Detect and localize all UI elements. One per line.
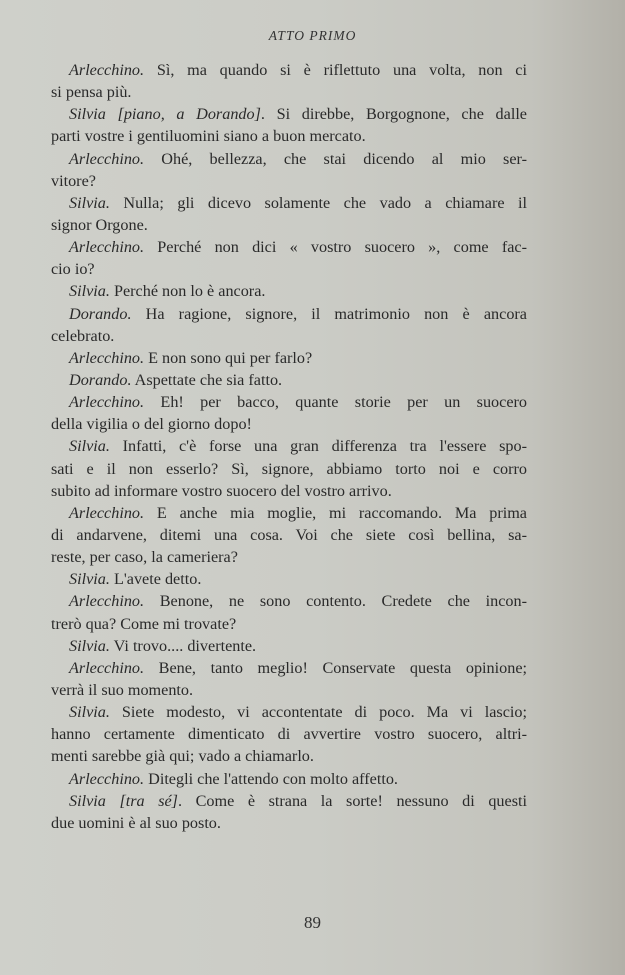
speaker-name: Arlecchino. (69, 61, 145, 79)
dialogue-paragraph (51, 192, 527, 236)
speaker-name: Arlecchino. (69, 592, 145, 611)
line-text: menti sarebbe già qui; vado a chiamarlo. (51, 747, 314, 766)
text-line (51, 303, 527, 325)
text-line (51, 258, 527, 280)
text-line (51, 435, 527, 457)
line-text: E anche mia moglie, mi raccomando. Ma prima (144, 503, 527, 522)
stage-direction: [tra sé] (119, 791, 178, 810)
line-text: Perché non lo è ancora. (109, 282, 266, 301)
line-text: subito ad informare vostro suocero del vostro arrivo. (51, 481, 392, 500)
line-text: Bene, tanto meglio! Conservate questa opinione; (144, 658, 527, 677)
line-text: Siete modesto, vi accontentate di poco. Ma vi lascio; (109, 703, 527, 722)
speaker-name: Dorando. (69, 370, 132, 389)
dialogue-paragraph (51, 568, 527, 590)
dialogue-paragraph (51, 391, 527, 435)
dialogue-paragraph (51, 103, 527, 147)
text-line (51, 214, 527, 236)
dialogue-paragraph (51, 59, 527, 103)
text-line (51, 590, 527, 612)
text-line (51, 59, 527, 81)
speaker-name: Silvia (69, 105, 106, 124)
text-line (51, 391, 527, 413)
line-text: Sì, ma quando si è riflettuto una volta, non ci (144, 61, 527, 79)
line-text: celebrato. (51, 326, 115, 345)
speaker-name: Arlecchino. (69, 348, 145, 367)
text-line (51, 546, 527, 568)
text-line (51, 635, 527, 657)
dialogue-paragraph (51, 790, 527, 834)
line-text: Perché non dici « vostro suocero », come fac- (144, 238, 527, 257)
speaker-name: Silvia. (69, 193, 110, 212)
line-text: si pensa più. (51, 83, 132, 102)
text-line (51, 236, 527, 258)
line-text: Nulla; gli dicevo solamente che vado a chiamare il (109, 193, 527, 212)
text-line (51, 790, 527, 812)
line-text: due uomini è al suo posto. (51, 813, 221, 832)
speaker-name: Silvia. (69, 437, 110, 456)
line-text: hanno certamente dimenticato di avvertire vostro suocero, altri- (51, 725, 527, 744)
text-line (51, 170, 527, 192)
line-text: . Come è strana la sorte! nessuno di questi (177, 791, 527, 810)
line-text: Vi trovo.... divertente. (109, 636, 257, 655)
text-line (51, 745, 527, 767)
text-line (51, 524, 527, 546)
line-text: signor Orgone. (51, 215, 148, 234)
speaker-name: Silvia. (69, 703, 110, 722)
line-text: Benone, ne sono contento. Credete che incon- (144, 592, 527, 611)
speaker-name: Arlecchino. (69, 393, 145, 412)
line-text: di andarvene, ditemi una cosa. Voi che siete così bellina, sa- (51, 525, 527, 544)
text-line (51, 458, 527, 480)
line-text: Aspettate che sia fatto. (131, 370, 283, 389)
line-text: Ohé, bellezza, che stai dicendo al mio ser- (144, 149, 527, 168)
line-text: . Si direbbe, Borgognone, che dalle (260, 105, 527, 124)
text-line (51, 480, 527, 502)
line-text: reste, per caso, la cameriera? (51, 548, 238, 567)
line-text: trerò qua? Come mi trovate? (51, 614, 237, 633)
text-line (51, 768, 527, 790)
stage-direction: [piano, a Dorando] (117, 105, 261, 124)
text-line (51, 413, 527, 435)
dialogue-paragraph (51, 236, 527, 280)
line-text: Eh! per bacco, quante storie per un suocero (144, 393, 527, 412)
speaker-name: Arlecchino. (69, 658, 145, 677)
text-line (51, 568, 527, 590)
line-text: Infatti, c'è forse una gran differenza tra l'essere spo- (109, 437, 527, 456)
dialogue-paragraph (51, 347, 527, 369)
text-line (51, 192, 527, 214)
dialogue-paragraph (51, 280, 527, 302)
dialogue-paragraph (51, 502, 527, 568)
text-line (51, 369, 527, 391)
text-line (51, 701, 527, 723)
speaker-name: Arlecchino. (69, 238, 145, 257)
text-line (51, 103, 527, 125)
running-header: ATTO PRIMO (268, 28, 357, 43)
text-line (51, 325, 527, 347)
speaker-name: Silvia. (69, 282, 110, 301)
line-text: della vigilia o del giorno dopo! (51, 415, 252, 434)
line-text: L'avete detto. (109, 570, 202, 589)
speaker-name: Arlecchino. (69, 503, 145, 522)
line-text: Ditegli che l'attendo con molto affetto. (144, 769, 398, 788)
text-line (51, 81, 527, 103)
dialogue-paragraph (51, 303, 527, 347)
speaker-name: Dorando. (69, 304, 132, 323)
text-line (51, 125, 527, 147)
speaker-name: Silvia. (69, 636, 110, 655)
dialogue-paragraph (51, 435, 527, 501)
text-line (51, 502, 527, 524)
speaker-name: Silvia. (69, 570, 110, 589)
dialogue-paragraph (51, 369, 527, 391)
text-line (51, 148, 527, 170)
text-line (51, 657, 527, 679)
line-text: Ha ragione, signore, il matrimonio non è ancora (131, 304, 527, 323)
line-text: E non sono qui per farlo? (144, 348, 313, 367)
text-line (51, 723, 527, 745)
text-line (51, 679, 527, 701)
text-line (51, 812, 527, 834)
dialogue-paragraph (51, 768, 527, 790)
dialogue-paragraph (51, 635, 527, 657)
speaker-name: Arlecchino. (69, 769, 145, 788)
text-line (51, 347, 527, 369)
dialogue-paragraph (51, 701, 527, 767)
dialogue-paragraph (51, 148, 527, 192)
dialogue-paragraph (51, 590, 527, 634)
text-line (51, 613, 527, 635)
line-text: vitore? (51, 171, 96, 190)
text-line (51, 280, 527, 302)
line-text: sati e il non esserlo? Sì, signore, abbiamo torto noi e corro (51, 459, 527, 478)
dialogue-paragraph (51, 657, 527, 701)
line-text: parti vostre i gentiluomini siano a buon mercato. (51, 127, 366, 146)
speaker-name: Arlecchino. (69, 149, 145, 168)
page-body (51, 59, 527, 834)
speaker-name: Silvia (69, 791, 106, 810)
line-text: verrà il suo momento. (51, 680, 194, 699)
page-number: 89 (304, 913, 321, 932)
line-text: cio io? (51, 260, 95, 279)
